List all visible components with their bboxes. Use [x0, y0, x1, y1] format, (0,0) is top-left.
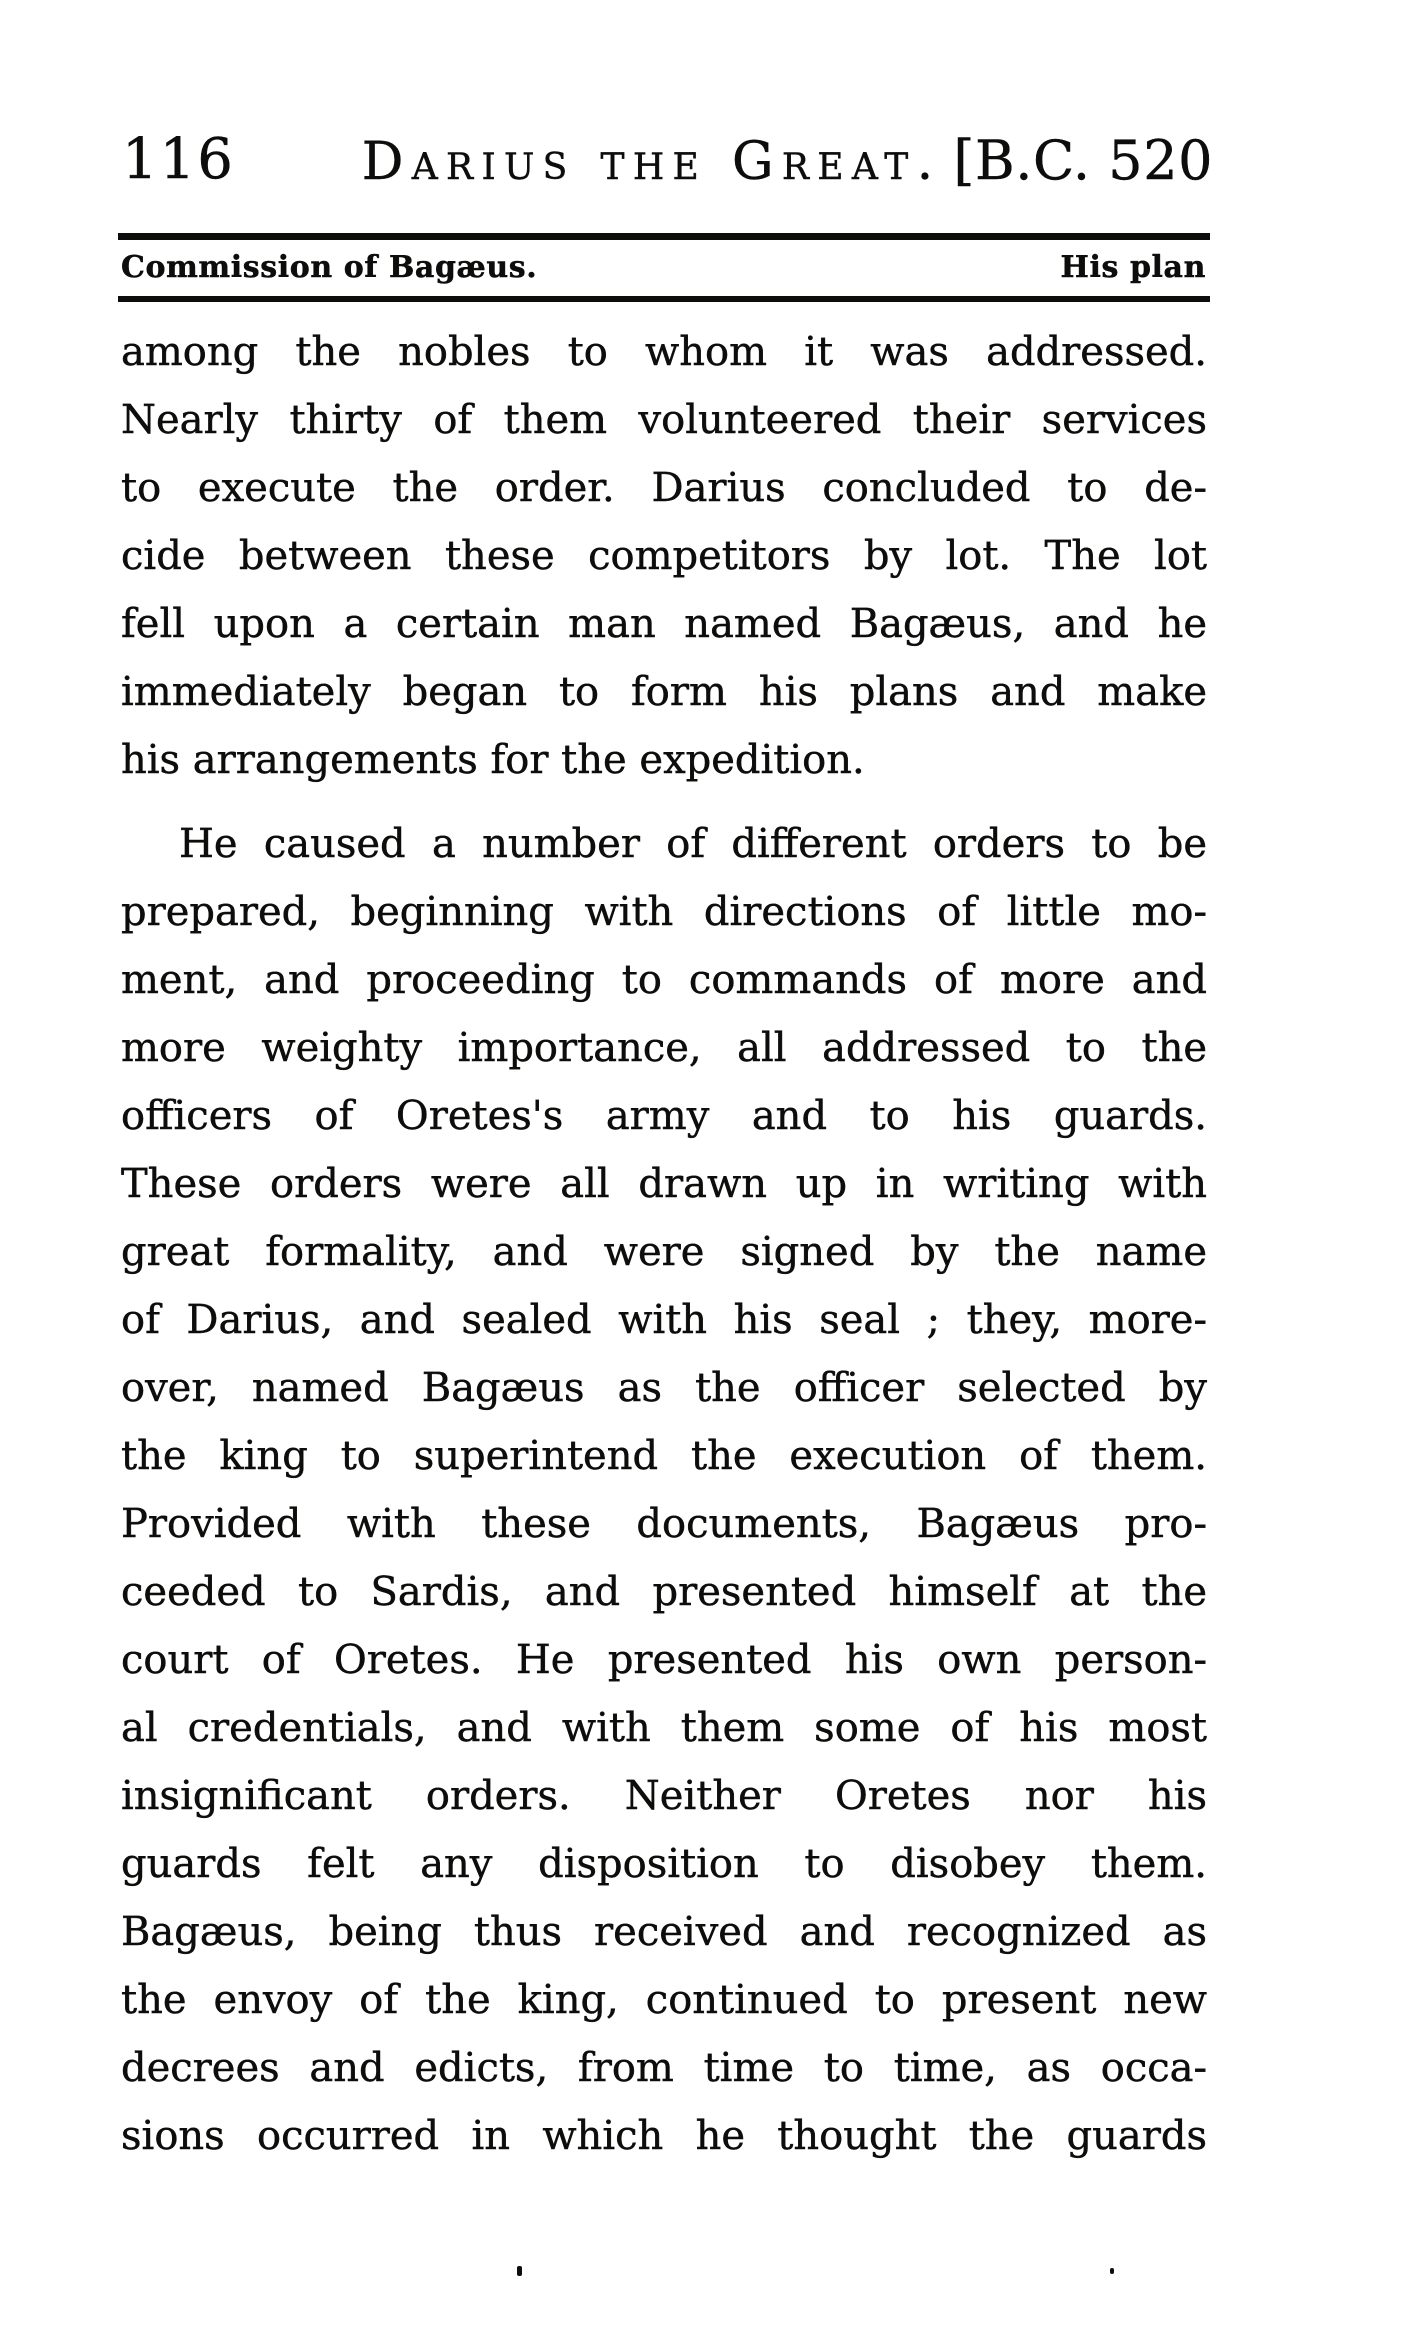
- text-line: sions occurred in which he thought the guards: [121, 2113, 1207, 2159]
- ink-speck: [1110, 2268, 1114, 2274]
- text-line: the envoy of the king, continued to present new: [121, 1977, 1207, 2023]
- text-line: guards felt any disposition to disobey them.: [121, 1841, 1207, 1887]
- text-line: officers of Oretes's army and to his guards.: [121, 1093, 1207, 1139]
- text-line: Bagæus, being thus received and recognized as: [121, 1909, 1207, 1955]
- text-line: He caused a number of different orders to be: [179, 821, 1207, 867]
- page-header: [0, 126, 1414, 196]
- text-line: more weighty importance, all addressed to the: [121, 1025, 1207, 1071]
- text-line: insignificant orders. Neither Oretes nor his: [121, 1773, 1207, 1819]
- paragraph: [121, 318, 1207, 794]
- running-header-right: His plan: [1060, 250, 1206, 285]
- text-line: among the nobles to whom it was addressed.: [121, 329, 1207, 375]
- text-line: decrees and edicts, from time to time, as occa-: [121, 2045, 1207, 2091]
- header-title-group: [362, 126, 1213, 197]
- header-date: [B.C. 520: [953, 129, 1213, 192]
- running-header: [121, 245, 1206, 291]
- page-number: 116: [122, 127, 235, 192]
- text-line: These orders were all drawn up in writing with: [121, 1161, 1207, 1207]
- text-line: cide between these competitors by lot. The lot: [121, 533, 1207, 579]
- text-line: ment, and proceeding to commands of more and: [121, 957, 1207, 1003]
- text-line: immediately began to form his plans and make: [121, 669, 1207, 715]
- text-line: Nearly thirty of them volunteered their services: [121, 397, 1207, 443]
- text-line: great formality, and were signed by the name: [121, 1229, 1207, 1275]
- ink-speck: [517, 2266, 522, 2276]
- body-text: [121, 318, 1207, 2170]
- text-line: al credentials, and with them some of his most: [121, 1705, 1207, 1751]
- text-line: to execute the order. Darius concluded to de-: [121, 465, 1207, 511]
- divider-rule-top: [118, 233, 1210, 240]
- text-line: the king to superintend the execution of them.: [121, 1433, 1207, 1479]
- text-line: prepared, beginning with directions of little mo-: [121, 889, 1207, 935]
- running-title: Darius the Great.: [361, 132, 942, 192]
- text-line: ceeded to Sardis, and presented himself at the: [121, 1569, 1207, 1615]
- text-line: court of Oretes. He presented his own person-: [121, 1637, 1207, 1683]
- text-line: his arrangements for the expedition.: [121, 737, 865, 783]
- paragraph: [121, 810, 1207, 2170]
- text-line: fell upon a certain man named Bagæus, and he: [121, 601, 1207, 647]
- text-line: Provided with these documents, Bagæus pro-: [121, 1501, 1207, 1547]
- running-header-left: Commission of Bagæus.: [121, 250, 538, 285]
- divider-rule-bottom: [118, 296, 1210, 302]
- text-line: of Darius, and sealed with his seal ; they, more-: [121, 1297, 1207, 1343]
- text-line: over, named Bagæus as the officer selected by: [121, 1365, 1207, 1411]
